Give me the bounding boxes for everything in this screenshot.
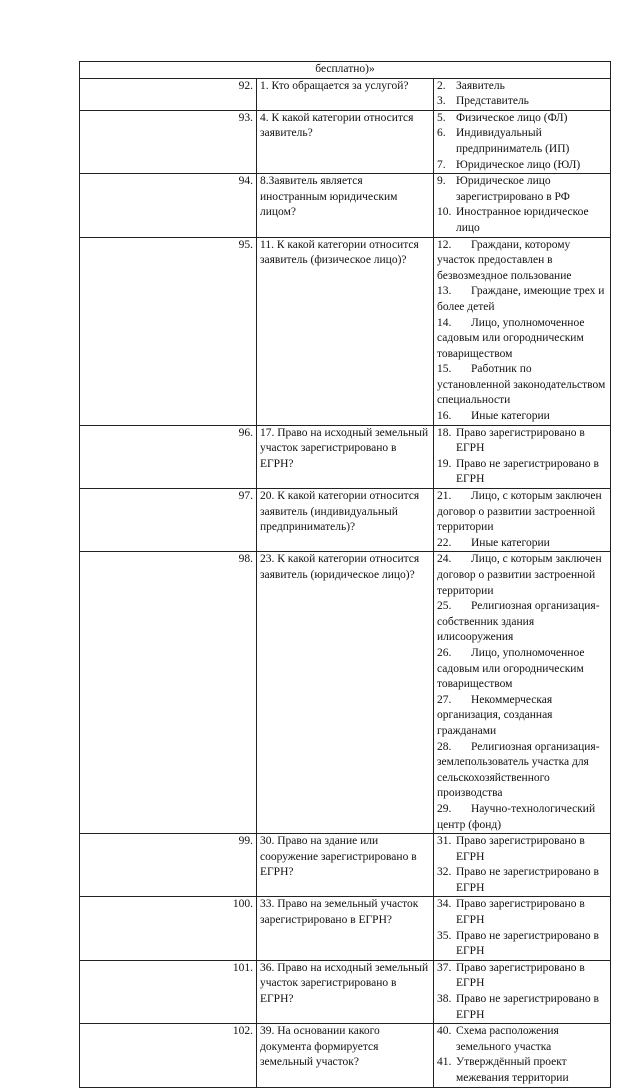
answer-option xyxy=(437,992,607,1023)
table-row xyxy=(80,425,611,488)
answer-option xyxy=(437,802,607,833)
answer-option xyxy=(437,126,607,157)
table-row xyxy=(80,489,611,552)
answers-cell xyxy=(434,425,611,488)
answer-option-number: 27. xyxy=(437,693,452,706)
answer-option xyxy=(437,489,607,536)
answer-option-text: Право зарегистрировано в ЕГРН xyxy=(456,426,585,455)
answer-option-text: Схема расположения земельного участка xyxy=(456,1025,559,1053)
answer-option xyxy=(437,316,607,363)
answer-option xyxy=(437,174,607,205)
answer-option xyxy=(437,897,607,928)
answer-option-number: 26. xyxy=(437,646,452,659)
answer-option-text: Лицо, уполномоченное садовым или огородническим товариществом xyxy=(437,316,585,360)
answer-option xyxy=(437,79,607,95)
answer-option-text: Представитель xyxy=(456,95,529,108)
answer-option-number: 16. xyxy=(437,410,452,423)
answer-option-number: 12. xyxy=(437,238,452,251)
answer-option xyxy=(437,457,607,488)
answer-option-text: Физическое лицо (ФЛ) xyxy=(456,111,568,124)
answer-option xyxy=(437,961,607,992)
answer-option xyxy=(437,740,607,802)
answer-option xyxy=(437,834,607,865)
answer-option-text: Право не зарегистрировано в ЕГРН xyxy=(456,457,599,486)
answer-option-text: Религиозная организация- землепользователь участка для сельскохозяйственного производства xyxy=(437,740,600,800)
answer-option-text: Граждане, имеющие трех и более детей xyxy=(437,285,605,313)
document-table-body xyxy=(80,62,611,1088)
answer-option-number: 13. xyxy=(437,285,452,298)
table-row xyxy=(80,110,611,173)
table-row xyxy=(80,78,611,110)
answer-option-text: Религиозная организация-собственник здания илисооружения xyxy=(437,600,600,644)
answer-option-text: Юридическое лицо зарегистрировано в РФ xyxy=(456,175,570,203)
answer-option-text: Работник по установленной законодательством специальности xyxy=(437,363,606,407)
row-number: 99. xyxy=(80,834,257,897)
answer-option-text: Юридическое лицо (ЮЛ) xyxy=(456,158,581,171)
answers-cell xyxy=(434,489,611,552)
answer-option-number: 14. xyxy=(437,316,452,329)
table-row xyxy=(80,897,611,960)
question-cell: 33. Право на земельный участок зарегистрировано в ЕГРН? xyxy=(257,897,434,960)
answer-option-text: Утверждённый проект межевания территории xyxy=(456,1056,569,1084)
answer-option-text: Право зарегистрировано в ЕГРН xyxy=(456,961,585,990)
question-cell: 30. Право на здание или сооружение зарегистрировано в ЕГРН? xyxy=(257,834,434,897)
answer-option-number: 25. xyxy=(437,600,452,613)
answer-option-number: 28. xyxy=(437,740,452,753)
header-row xyxy=(80,62,611,79)
answers-cell xyxy=(434,552,611,834)
answers-cell xyxy=(434,834,611,897)
answer-option-text: Право зарегистрировано в ЕГРН xyxy=(456,898,585,927)
answer-option-text: Право не зарегистрировано в ЕГРН xyxy=(456,929,599,958)
answer-option-text: Иностранное юридическое лицо xyxy=(456,206,589,234)
answer-option-number: 34. xyxy=(437,898,452,911)
answer-option xyxy=(437,111,607,127)
answer-option xyxy=(437,238,607,285)
answer-option xyxy=(437,409,607,425)
question-cell: 1. Кто обращается за услугой? xyxy=(257,78,434,110)
answer-option-number: 3. xyxy=(437,95,446,108)
answer-option-number: 9. xyxy=(437,175,446,188)
answer-option xyxy=(437,205,607,236)
answer-option xyxy=(437,1024,607,1055)
document-table xyxy=(79,61,611,1088)
question-cell: 23. К какой категории относится заявитель (юридическое лицо)? xyxy=(257,552,434,834)
answer-option-number: 19. xyxy=(437,457,452,470)
answer-option-text: Научно-технологический центр (фонд) xyxy=(437,802,596,831)
answer-option-number: 37. xyxy=(437,961,452,974)
answer-option-number: 38. xyxy=(437,993,452,1006)
row-number: 96. xyxy=(80,425,257,488)
row-number: 94. xyxy=(80,174,257,237)
answer-option-number: 41. xyxy=(437,1056,452,1069)
answer-option xyxy=(437,599,607,646)
answer-option xyxy=(437,536,607,552)
answer-option xyxy=(437,362,607,409)
answer-option xyxy=(437,646,607,693)
row-number: 97. xyxy=(80,489,257,552)
answer-option-text: Право не зарегистрировано в ЕГРН xyxy=(456,993,599,1021)
answer-option-number: 18. xyxy=(437,426,452,439)
answer-option xyxy=(437,94,607,110)
row-number: 100. xyxy=(80,897,257,960)
answer-option-text: Иные категории xyxy=(471,410,550,423)
row-number: 102. xyxy=(80,1024,257,1087)
answer-option-number: 24. xyxy=(437,553,452,566)
answers-cell xyxy=(434,1024,611,1087)
answer-option-text: Некоммерческая организация, созданная гражданами xyxy=(437,693,553,737)
answer-option-text: Право зарегистрировано в ЕГРН xyxy=(456,835,585,863)
answer-option-number: 21. xyxy=(437,490,452,503)
answer-option-text: Лицо, с которым заключен договор о развитии застроенной территории xyxy=(437,553,602,597)
question-cell: 20. К какой категории относится заявитель (индивидуальный предприниматель)? xyxy=(257,489,434,552)
answer-option-number: 40. xyxy=(437,1025,452,1038)
answer-option-number: 22. xyxy=(437,536,452,549)
header-row-cell: бесплатно)» xyxy=(80,62,611,79)
question-cell: 8.Заявитель является иностранным юридическим лицом? xyxy=(257,174,434,237)
answer-option-number: 32. xyxy=(437,866,452,879)
answer-option-number: 6. xyxy=(437,127,446,140)
answer-option-number: 7. xyxy=(437,158,446,171)
table-row xyxy=(80,1024,611,1087)
answer-option-number: 5. xyxy=(437,111,446,124)
answer-option-number: 29. xyxy=(437,802,452,815)
answer-option-text: Заявитель xyxy=(456,79,505,92)
answers-cell xyxy=(434,897,611,960)
answer-option xyxy=(437,426,607,457)
question-cell: 36. Право на исходный земельный участок зарегистрировано в ЕГРН? xyxy=(257,960,434,1023)
answer-option-number: 15. xyxy=(437,363,452,376)
row-number: 93. xyxy=(80,110,257,173)
answer-option-number: 35. xyxy=(437,929,452,942)
table-row xyxy=(80,237,611,425)
answer-option xyxy=(437,865,607,896)
answer-option xyxy=(437,552,607,599)
row-number: 98. xyxy=(80,552,257,834)
answer-option-number: 31. xyxy=(437,835,452,848)
answers-cell xyxy=(434,237,611,425)
row-number: 101. xyxy=(80,960,257,1023)
answer-option-text: Лицо, с которым заключен договор о развитии застроенной территории xyxy=(437,490,602,534)
answer-option xyxy=(437,693,607,740)
row-number: 95. xyxy=(80,237,257,425)
answer-option-text: Граждани, которому участок предоставлен в безвозмездное пользование xyxy=(437,238,572,282)
answers-cell xyxy=(434,174,611,237)
answer-option xyxy=(437,284,607,315)
answers-cell xyxy=(434,78,611,110)
answers-cell xyxy=(434,960,611,1023)
table-row xyxy=(80,960,611,1023)
answer-option-text: Индивидуальный предприниматель (ИП) xyxy=(456,127,570,155)
answer-option xyxy=(437,158,607,174)
answer-option xyxy=(437,929,607,960)
table-row xyxy=(80,552,611,834)
answer-option xyxy=(437,1055,607,1086)
answer-option-number: 2. xyxy=(437,79,446,92)
answer-option-number: 10. xyxy=(437,206,452,219)
question-cell: 39. На основании какого документа формируется земельный участок? xyxy=(257,1024,434,1087)
answer-option-text: Лицо, уполномоченное садовым или огородническим товариществом xyxy=(437,646,585,691)
answer-option-text: Иные категории xyxy=(471,536,550,549)
row-number: 92. xyxy=(80,78,257,110)
answer-option-text: Право не зарегистрировано в ЕГРН xyxy=(456,866,599,894)
question-cell: 17. Право на исходный земельный участок зарегистрировано в ЕГРН? xyxy=(257,425,434,488)
answers-cell xyxy=(434,110,611,173)
table-row xyxy=(80,174,611,237)
question-cell: 11. К какой категории относится заявитель (физическое лицо)? xyxy=(257,237,434,425)
table-row xyxy=(80,834,611,897)
question-cell: 4. К какой категории относится заявитель? xyxy=(257,110,434,173)
